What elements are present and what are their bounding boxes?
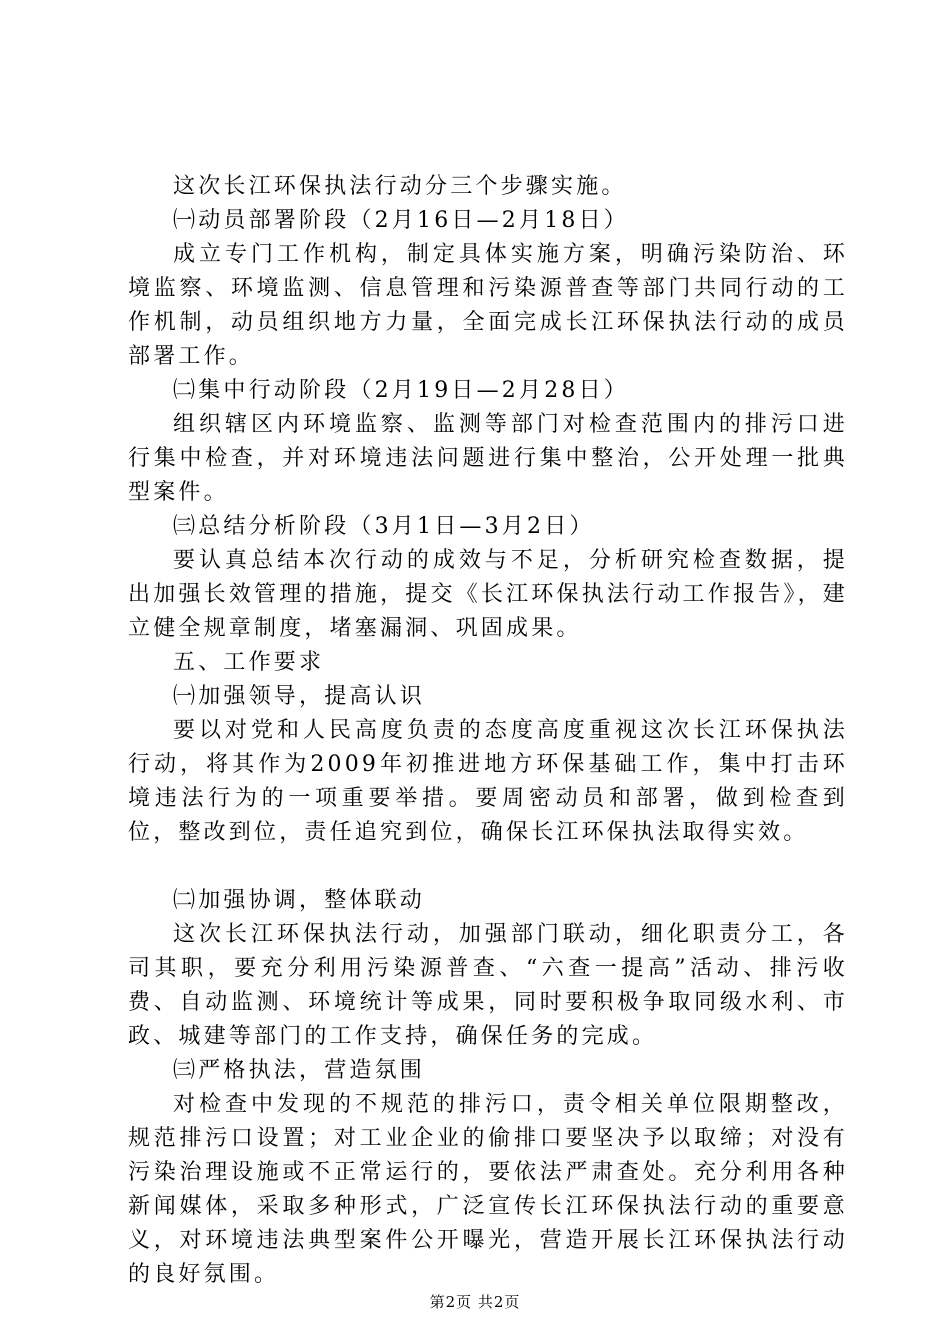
paragraph-requirement-1: 要以对党和人民高度负责的态度高度重视这次长江环保执法行动，将其作为2009年初推进地方环保基础工作，集中打击环境违法行为的一项重要举措。要周密动员和部署，做到检查到位，整改到位，责任追究到位，确保长江环保执法取得实效。 xyxy=(128,718,848,845)
paragraph-stage-1: 成立专门工作机构，制定具体实施方案，明确污染防治、环境监察、环境监测、信息管理和污染源普查等部门共同行动的工作机制，动员组织地方力量，全面完成长江环保执法行动的成员部署工作。 xyxy=(128,242,848,369)
heading-stage-2: ㈡集中行动阶段（2月19日—2月28日） xyxy=(173,378,629,403)
paragraph-intro: 这次长江环保执法行动分三个步骤实施。 xyxy=(173,174,627,199)
paragraph-stage-3: 要认真总结本次行动的成效与不足，分析研究检查数据，提出加强长效管理的措施，提交《长江环保执法行动工作报告》，建立健全规章制度，堵塞漏洞、巩固成果。 xyxy=(128,548,848,641)
paragraph-requirement-2: 这次长江环保执法行动，加强部门联动，细化职责分工，各司其职，要充分利用污染源普查、“六查一提高”活动、排污收费、自动监测、环境统计等成果，同时要积极争取同级水利、市政、城建等部门的工作支持，确保任务的完成。 xyxy=(128,922,848,1049)
section-heading-requirements: 五、工作要求 xyxy=(173,650,325,675)
heading-stage-1: ㈠动员部署阶段（2月16日—2月18日） xyxy=(173,208,629,233)
paragraph-stage-2: 组织辖区内环境监察、监测等部门对检查范围内的排污口进行集中检查，并对环境违法问题进行集中整治，公开处理一批典型案件。 xyxy=(128,412,848,505)
paragraph-requirement-3: 对检查中发现的不规范的排污口，责令相关单位限期整改，规范排污口设置；对工业企业的偷排口要坚决予以取缔；对没有污染治理设施或不正常运行的，要依法严肃查处。充分利用各种新闻媒体，采取多种形式，广泛宣传长江环保执法行动的重要意义，对环境违法典型案件公开曝光，营造开展长江环保执法行动的良好氛围。 xyxy=(128,1092,848,1287)
heading-requirement-3: ㈢严格执法，营造氛围 xyxy=(173,1058,426,1083)
blank-line xyxy=(128,850,848,884)
page-footer: 第2页 共2页 xyxy=(429,1293,521,1311)
heading-requirement-2: ㈡加强协调，整体联动 xyxy=(173,888,426,913)
heading-requirement-1: ㈠加强领导，提高认识 xyxy=(173,684,426,709)
heading-stage-3: ㈢总结分析阶段（3月1日—3月2日） xyxy=(173,514,595,539)
document-body xyxy=(128,170,848,1292)
